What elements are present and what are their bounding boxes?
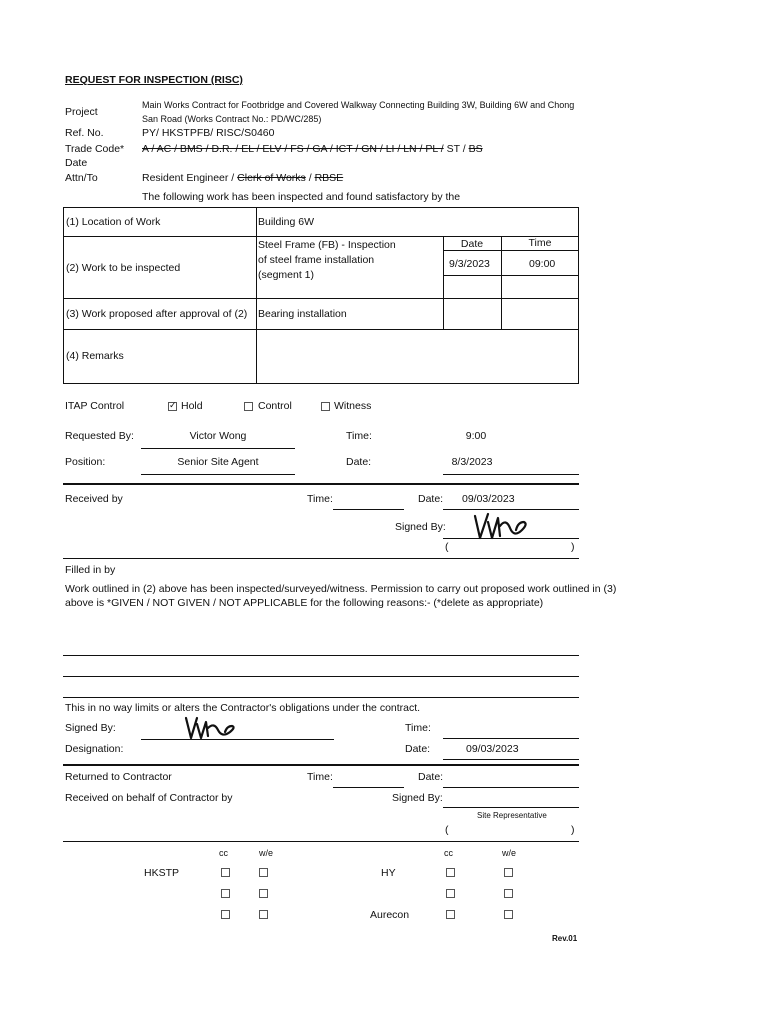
date-column-header: Date <box>460 238 484 250</box>
received-date-label: Date: <box>418 493 444 505</box>
inspection-date-value: 9/3/2023 <box>449 258 490 270</box>
ref-value: PY/ HKSTPFB/ RISC/S0460 <box>142 127 275 139</box>
approval-date-label: Date: <box>405 743 431 755</box>
form-title: REQUEST FOR INSPECTION (RISC) <box>65 74 243 86</box>
position-value: Senior Site Agent <box>177 456 259 468</box>
designation-label: Designation: <box>65 743 124 755</box>
date-label: Date <box>65 157 88 169</box>
position-label: Position: <box>65 456 106 468</box>
trade-code-struck: A / AC / BMS / D.R. / EL / ELV / FS / GA / ICT / GN / LI / LN / PL / <box>142 143 444 155</box>
proposed-work-value: Bearing installation <box>258 308 347 320</box>
hold-label: Hold <box>181 400 203 412</box>
approval-signed-by-label: Signed By: <box>65 722 116 734</box>
returned-signed-by-label: Signed By: <box>392 792 443 804</box>
project-label: Project <box>65 106 98 118</box>
right-row2-cc-checkbox[interactable] <box>446 889 455 898</box>
attn-sep: / <box>308 172 312 184</box>
work-inspected-line3: (segment 1) <box>258 269 315 281</box>
permission-statement-line1: Work outlined in (2) above has been inspected/surveyed/witness. Permission to carry out proposed work outlined in (3) <box>65 583 617 595</box>
row2-cc-checkbox[interactable] <box>221 889 230 898</box>
work-inspected-line1: Steel Frame (FB) - Inspection <box>258 239 396 251</box>
row3-we-checkbox[interactable] <box>259 910 268 919</box>
trade-code-label: Trade Code* <box>65 143 125 155</box>
aurecon-cc-checkbox[interactable] <box>446 910 455 919</box>
returned-date-label: Date: <box>418 771 444 783</box>
trade-code-value <box>142 143 483 155</box>
received-signed-by-label: Signed By: <box>395 521 446 533</box>
request-date-value: 8/3/2023 <box>451 456 493 468</box>
requested-by-value: Victor Wong <box>189 430 247 442</box>
remarks-label: (4) Remarks <box>66 350 124 362</box>
received-paren-close: ) <box>571 541 575 553</box>
row2-we-checkbox[interactable] <box>259 889 268 898</box>
project-value-line1: Main Works Contract for Footbridge and Covered Walkway Connecting Building 3W, Building 6W and Chong <box>142 100 575 110</box>
hy-label: HY <box>381 867 396 879</box>
cc-header-right: cc <box>444 848 453 858</box>
received-by-label: Received by <box>65 493 123 505</box>
trade-code-st: ST / <box>446 143 466 155</box>
permission-statement-line2: above is *GIVEN / NOT GIVEN / NOT APPLICABLE for the following reasons:- (*delete as appropriate) <box>65 597 544 609</box>
row3-cc-checkbox[interactable] <box>221 910 230 919</box>
returned-label: Returned to Contractor <box>65 771 172 783</box>
hy-we-checkbox[interactable] <box>504 868 513 877</box>
received-time-label: Time: <box>307 493 333 505</box>
trade-code-bs: BS <box>468 143 483 155</box>
itap-control-label: ITAP Control <box>65 400 125 412</box>
attn-value <box>142 172 343 184</box>
location-label: (1) Location of Work <box>66 216 161 228</box>
site-representative-label: Site Representative <box>477 811 547 820</box>
request-time-value: 9:00 <box>465 430 487 442</box>
hold-checkbox[interactable] <box>168 402 177 411</box>
received-date-value: 09/03/2023 <box>462 493 515 505</box>
inspection-statement: The following work has been inspected and found satisfactory by the <box>142 191 461 203</box>
cc-header-left: cc <box>219 848 228 858</box>
witness-label: Witness <box>334 400 372 412</box>
hkstp-cc-checkbox[interactable] <box>221 868 230 877</box>
proposed-work-label: (3) Work proposed after approval of (2) <box>66 308 248 320</box>
received-paren-open: ( <box>445 541 449 553</box>
project-value-line2: San Road (Works Contract No.: PD/WC/285) <box>142 114 322 124</box>
hy-cc-checkbox[interactable] <box>446 868 455 877</box>
we-header-left: w/e <box>259 848 274 858</box>
attn-resident: Resident Engineer / <box>142 172 235 184</box>
right-row2-we-checkbox[interactable] <box>504 889 513 898</box>
returned-time-label: Time: <box>307 771 333 783</box>
location-value: Building 6W <box>258 216 315 228</box>
filled-in-by-label: Filled in by <box>65 564 116 576</box>
attn-rbse: RBSE <box>314 172 344 184</box>
hkstp-label: HKSTP <box>144 867 180 879</box>
requested-by-label: Requested By: <box>65 430 134 442</box>
aurecon-label: Aurecon <box>370 909 410 921</box>
time-column-header: Time <box>528 237 552 249</box>
received-behalf-label: Received on behalf of Contractor by <box>65 792 233 804</box>
contract-note: This in no way limits or alters the Contractor's obligations under the contract. <box>65 702 421 714</box>
hkstp-we-checkbox[interactable] <box>259 868 268 877</box>
approval-date-value: 09/03/2023 <box>466 743 519 755</box>
returned-paren-close: ) <box>571 824 575 836</box>
work-inspected-label: (2) Work to be inspected <box>66 262 181 274</box>
we-header-right: w/e <box>502 848 517 858</box>
inspection-time-value: 09:00 <box>529 258 556 270</box>
work-inspected-line2: of steel frame installation <box>258 254 375 266</box>
aurecon-we-checkbox[interactable] <box>504 910 513 919</box>
returned-paren-open: ( <box>445 824 449 836</box>
attn-label: Attn/To <box>65 172 98 184</box>
control-checkbox[interactable] <box>244 402 253 411</box>
control-label: Control <box>258 400 292 412</box>
approval-signature <box>182 714 242 742</box>
revision-label: Rev.01 <box>552 934 578 943</box>
request-time-label: Time: <box>346 430 372 442</box>
attn-clerk: Clerk of Works <box>237 172 306 184</box>
ref-label: Ref. No. <box>65 127 104 139</box>
witness-checkbox[interactable] <box>321 402 330 411</box>
request-date-label: Date: <box>346 456 372 468</box>
approval-time-label: Time: <box>405 722 431 734</box>
